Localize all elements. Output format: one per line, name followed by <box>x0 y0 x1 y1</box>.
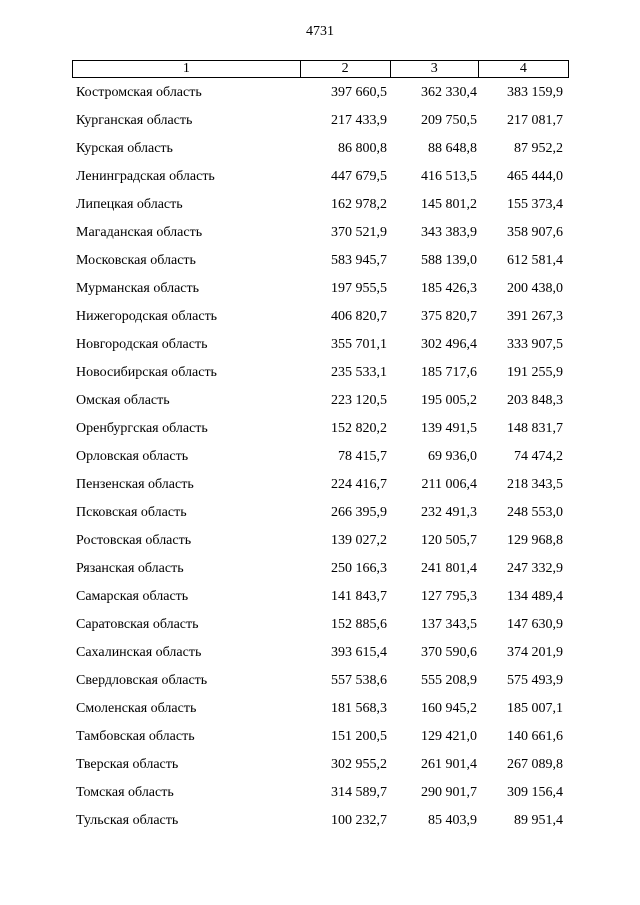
table-row <box>72 528 569 556</box>
table-row <box>72 556 569 584</box>
column-2-value: 152 820,2 <box>331 421 387 436</box>
data-table-body <box>72 80 569 836</box>
table-row <box>72 276 569 304</box>
column-4-value: 147 630,9 <box>507 617 563 632</box>
column-4-value: 374 201,9 <box>507 645 563 660</box>
column-4-value: 185 007,1 <box>507 701 563 716</box>
table-row <box>72 164 569 192</box>
column-2-value: 447 679,5 <box>331 169 387 184</box>
column-4-value: 247 332,9 <box>507 561 563 576</box>
column-2-value: 197 955,5 <box>331 281 387 296</box>
column-3-value: 88 648,8 <box>428 141 477 156</box>
column-3-value: 375 820,7 <box>421 309 477 324</box>
column-3-value: 85 403,9 <box>428 813 477 828</box>
column-3-value: 185 426,3 <box>421 281 477 296</box>
column-2-value: 86 800,8 <box>338 141 387 156</box>
region-name-cell: Магаданская область <box>76 225 203 240</box>
column-4-value: 218 343,5 <box>507 477 563 492</box>
column-4-value: 465 444,0 <box>507 169 563 184</box>
column-4-value: 248 553,0 <box>507 505 563 520</box>
column-2-value: 397 660,5 <box>331 85 387 100</box>
column-2-value: 406 820,7 <box>331 309 387 324</box>
column-3-value: 343 383,9 <box>421 225 477 240</box>
column-2-value: 393 615,4 <box>331 645 387 660</box>
column-header-row <box>72 60 569 78</box>
column-3-value: 370 590,6 <box>421 645 477 660</box>
table-row <box>72 136 569 164</box>
column-3-value: 127 795,3 <box>421 589 477 604</box>
column-4-value: 217 081,7 <box>507 113 563 128</box>
column-3-value: 145 801,2 <box>421 197 477 212</box>
region-name-cell: Новгородская область <box>76 337 208 352</box>
region-name-cell: Рязанская область <box>76 561 184 576</box>
column-3-value: 261 901,4 <box>421 757 477 772</box>
column-4-value: 134 489,4 <box>507 589 563 604</box>
region-name-cell: Орловская область <box>76 449 189 464</box>
table-row <box>72 444 569 472</box>
column-3-value: 160 945,2 <box>421 701 477 716</box>
column-4-value: 89 951,4 <box>514 813 563 828</box>
column-3-value: 120 505,7 <box>421 533 477 548</box>
column-4-value: 87 952,2 <box>514 141 563 156</box>
column-4-value: 612 581,4 <box>507 253 563 268</box>
column-2-value: 314 589,7 <box>331 785 387 800</box>
region-name-cell: Саратовская область <box>76 617 199 632</box>
column-3-value: 137 343,5 <box>421 617 477 632</box>
column-3-value: 195 005,2 <box>421 393 477 408</box>
column-3-value: 555 208,9 <box>421 673 477 688</box>
column-2-value: 139 027,2 <box>331 533 387 548</box>
column-4-value: 200 438,0 <box>507 281 563 296</box>
table-row <box>72 360 569 388</box>
column-4-value: 391 267,3 <box>507 309 563 324</box>
column-2-value: 151 200,5 <box>331 729 387 744</box>
region-name-cell: Тульская область <box>76 813 179 828</box>
column-2-value: 152 885,6 <box>331 617 387 632</box>
column-3-value: 209 750,5 <box>421 113 477 128</box>
region-name-cell: Ленинградская область <box>76 169 215 184</box>
column-2-value: 224 416,7 <box>331 477 387 492</box>
region-name-cell: Псковская область <box>76 505 187 520</box>
column-4-value: 383 159,9 <box>507 85 563 100</box>
column-3-value: 588 139,0 <box>421 253 477 268</box>
column-2-value: 266 395,9 <box>331 505 387 520</box>
table-row <box>72 80 569 108</box>
column-2-value: 235 533,1 <box>331 365 387 380</box>
table-row <box>72 192 569 220</box>
region-name-cell: Оренбургская область <box>76 421 208 436</box>
table-row <box>72 668 569 696</box>
region-name-cell: Курская область <box>76 141 173 156</box>
column-2-value: 250 166,3 <box>331 561 387 576</box>
region-name-cell: Ростовская область <box>76 533 192 548</box>
column-3-value: 302 496,4 <box>421 337 477 352</box>
column-2-value: 181 568,3 <box>331 701 387 716</box>
column-header-2: 2 <box>300 61 390 78</box>
region-name-cell: Самарская область <box>76 589 189 604</box>
column-4-value: 129 968,8 <box>507 533 563 548</box>
region-name-cell: Пензенская область <box>76 477 194 492</box>
region-name-cell: Костромская область <box>76 85 202 100</box>
table-row <box>72 640 569 668</box>
column-4-value: 575 493,9 <box>507 673 563 688</box>
column-3-value: 139 491,5 <box>421 421 477 436</box>
column-3-value: 69 936,0 <box>428 449 477 464</box>
column-4-value: 155 373,4 <box>507 197 563 212</box>
region-name-cell: Тамбовская область <box>76 729 195 744</box>
column-2-value: 162 978,2 <box>331 197 387 212</box>
table-row <box>72 388 569 416</box>
region-name-cell: Свердловская область <box>76 673 208 688</box>
table-row <box>72 780 569 808</box>
table-row <box>72 220 569 248</box>
region-name-cell: Московская область <box>76 253 196 268</box>
column-2-value: 223 120,5 <box>331 393 387 408</box>
table-row <box>72 108 569 136</box>
region-name-cell: Омская область <box>76 393 170 408</box>
column-4-value: 333 907,5 <box>507 337 563 352</box>
table-row <box>72 416 569 444</box>
table-row <box>72 696 569 724</box>
column-2-value: 302 955,2 <box>331 757 387 772</box>
column-3-value: 416 513,5 <box>421 169 477 184</box>
column-3-value: 232 491,3 <box>421 505 477 520</box>
column-4-value: 74 474,2 <box>514 449 563 464</box>
region-name-cell: Нижегородская область <box>76 309 218 324</box>
column-2-value: 370 521,9 <box>331 225 387 240</box>
column-3-value: 362 330,4 <box>421 85 477 100</box>
column-4-value: 148 831,7 <box>507 421 563 436</box>
table-row <box>72 724 569 752</box>
region-name-cell: Сахалинская область <box>76 645 202 660</box>
region-name-cell: Тверская область <box>76 757 179 772</box>
region-name-cell: Курганская область <box>76 113 193 128</box>
column-2-value: 557 538,6 <box>331 673 387 688</box>
column-2-value: 78 415,7 <box>338 449 387 464</box>
table-row <box>72 500 569 528</box>
column-2-value: 100 232,7 <box>331 813 387 828</box>
column-header-3: 3 <box>390 61 478 78</box>
table-row <box>72 248 569 276</box>
column-2-value: 141 843,7 <box>331 589 387 604</box>
column-4-value: 267 089,8 <box>507 757 563 772</box>
table-row <box>72 332 569 360</box>
column-3-value: 241 801,4 <box>421 561 477 576</box>
table-row <box>72 472 569 500</box>
column-3-value: 129 421,0 <box>421 729 477 744</box>
table-row <box>72 584 569 612</box>
column-4-value: 358 907,6 <box>507 225 563 240</box>
column-4-value: 140 661,6 <box>507 729 563 744</box>
column-3-value: 211 006,4 <box>421 477 477 492</box>
column-header-4: 4 <box>478 61 568 78</box>
region-name-cell: Мурманская область <box>76 281 200 296</box>
column-4-value: 203 848,3 <box>507 393 563 408</box>
table-row <box>72 612 569 640</box>
region-name-cell: Липецкая область <box>76 197 183 212</box>
column-4-value: 191 255,9 <box>507 365 563 380</box>
table-row <box>72 808 569 836</box>
page-number: 4731 <box>306 24 334 39</box>
region-name-cell: Новосибирская область <box>76 365 217 380</box>
column-header-1: 1 <box>73 61 301 78</box>
column-2-value: 217 433,9 <box>331 113 387 128</box>
region-name-cell: Томская область <box>76 785 174 800</box>
region-name-cell: Смоленская область <box>76 701 197 716</box>
column-4-value: 309 156,4 <box>507 785 563 800</box>
column-2-value: 355 701,1 <box>331 337 387 352</box>
column-3-value: 290 901,7 <box>421 785 477 800</box>
table-row <box>72 304 569 332</box>
column-2-value: 583 945,7 <box>331 253 387 268</box>
table-row <box>72 752 569 780</box>
column-3-value: 185 717,6 <box>421 365 477 380</box>
